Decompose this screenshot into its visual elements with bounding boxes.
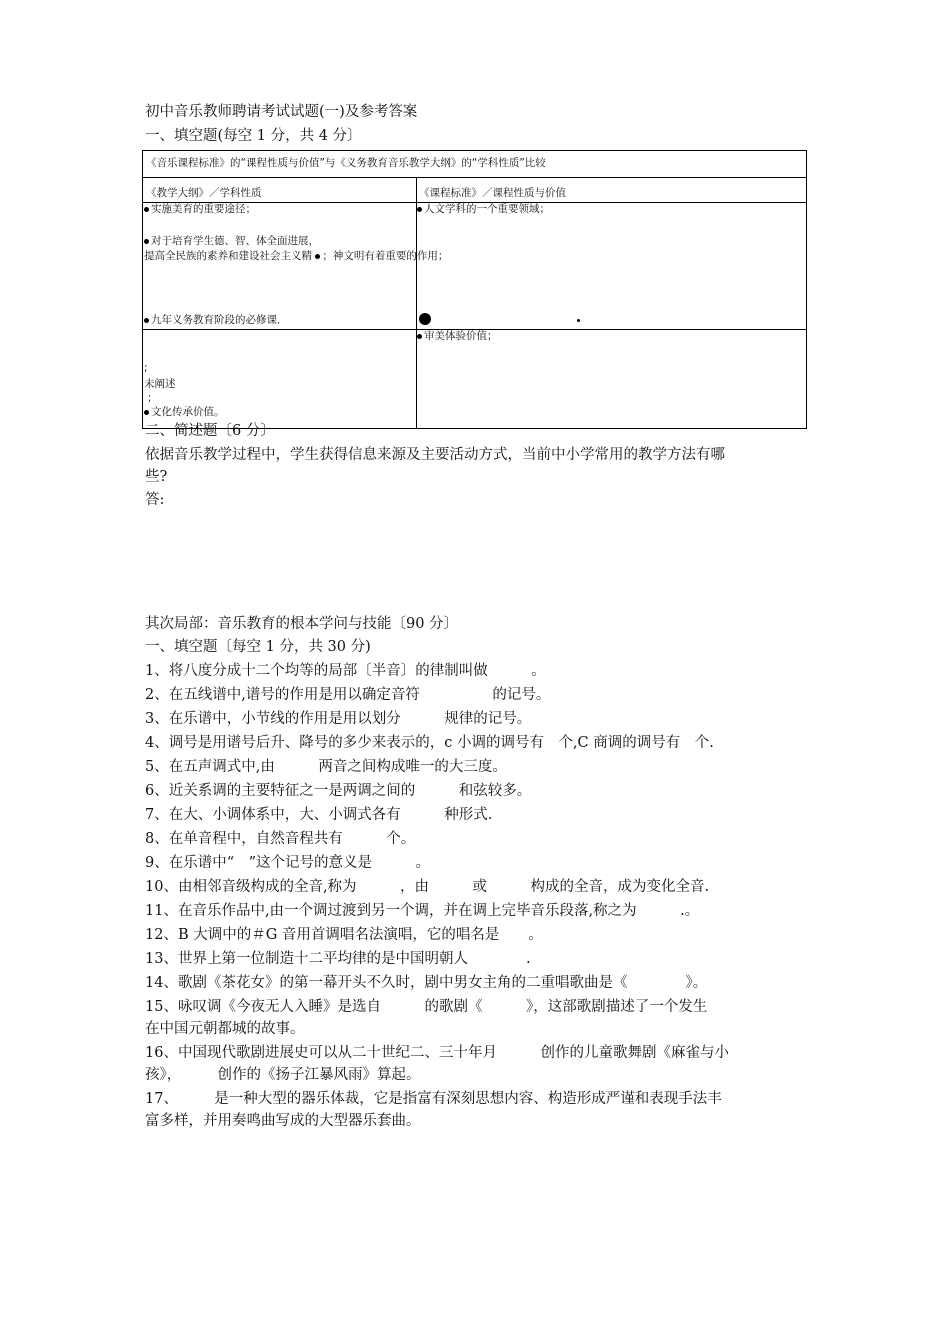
question-text: 些? — [145, 469, 168, 485]
dot-mark — [577, 319, 580, 322]
question-item: 15、咏叹调《今夜无人入睡》是选自 的歌剧《 》，这部歌剧描述了一个发生 — [145, 999, 708, 1015]
question-item: 5、在五声调式中,由 两音之间构成唯一的大三度。 — [145, 759, 507, 775]
question-item: 1、将八度分成十二个均等的局部〔半音〕的律制叫做 。 — [145, 663, 546, 679]
question-item: 16、中国现代歌剧进展史可以从二十世纪二、三十年月 创作的儿童歌舞剧《麻雀与小 — [145, 1045, 729, 1061]
question-item-continued: 富多样，并用奏鸣曲写成的大型器乐套曲。 — [145, 1113, 421, 1129]
bullet-icon — [144, 318, 149, 323]
table-header: 《音乐课程标准》的“课程性质与价值”与《义务教育音乐教学大纲》的“学科性质”比较 — [146, 157, 546, 169]
question-item: 9、在乐谱中“ ”这个记号的意义是 。 — [145, 855, 431, 871]
bullet-icon — [144, 207, 149, 212]
table-cell-item: 文化传承价值。 — [144, 405, 225, 420]
table-cell-item: 实施美育的重要途径； — [144, 202, 256, 217]
question-item: 4、调号是用谱号后升、降号的多少来表示的，c 小调的调号有 个,C 商调的调号有 个. — [145, 735, 714, 751]
bullet-icon — [144, 410, 149, 415]
table-cell-item: 审美体验价值； — [417, 329, 498, 344]
question-item: 13、世界上第一位制造十二平均律的是中国明朝人 . — [145, 951, 531, 967]
part-heading: 其次局部：音乐教育的根本学问与技能〔90 分〕 — [145, 616, 459, 632]
bullet-icon — [419, 313, 431, 325]
table-col-right-header: 《课程标准》／课程性质与价值 — [419, 187, 566, 199]
table-cell-item: 人文学科的一个重要领域； — [417, 202, 550, 217]
table-cell-text: 未阐述 — [144, 378, 176, 390]
question-item: 11、在音乐作品中,由一个调过渡到另一个调，并在调上完毕音乐段落,称之为 .。 — [145, 903, 700, 919]
answer-label: 答: — [145, 492, 165, 508]
table-cell-item: 提高全民族的素养和建设社会主义精 ；神文明有着重要的作用； — [144, 250, 449, 262]
section-heading-short-answer: 二、简述题〔6 分〕 — [145, 423, 275, 439]
bullet-icon — [417, 334, 422, 339]
table-cell-item: 对于培育学生德、智、体全面进展， — [144, 234, 319, 249]
bullet-icon — [417, 207, 422, 212]
table-cell-text: ； — [147, 392, 158, 404]
section-heading-fill-blank: 一、填空题〔每空 1 分，共 30 分) — [145, 639, 371, 655]
question-item-continued: 在中国元朝都城的故事。 — [145, 1021, 305, 1037]
question-item: 3、在乐谱中，小节线的作用是用以划分 规律的记号。 — [145, 711, 532, 727]
table-divider — [143, 177, 806, 178]
question-text: 依据音乐教学过程中，学生获得信息来源及主要活动方式，当前中小学常用的教学方法有哪 — [145, 447, 725, 463]
question-item: 8、在单音程中，自然音程共有 个。 — [145, 831, 416, 847]
question-item: 17、 是一种大型的器乐体裁，它是指富有深刻思想内容、构造形成严谨和表现手法丰 — [145, 1091, 722, 1107]
comparison-table — [142, 150, 807, 429]
bullet-icon — [315, 254, 320, 259]
table-cell-text: ; — [144, 362, 148, 374]
question-item: 6、近关系调的主要特征之一是两调之间的 和弦较多。 — [145, 783, 532, 799]
question-item: 2、在五线谱中,谱号的作用是用以确定音符 的记号。 — [145, 687, 551, 703]
table-col-left-header: 《教学大纲》／学科性质 — [146, 187, 262, 199]
table-cell-item: 九年义务教育阶段的必修课． — [144, 313, 288, 328]
section-heading-fill-blank: 一、填空题(每空 1 分，共 4 分〕 — [145, 128, 362, 144]
question-item-continued: 孩》， 创作的《扬子江暴风雨》算起。 — [145, 1067, 421, 1083]
question-item: 12、B 大调中的＃G 音用首调唱名法演唱，它的唱名是 。 — [145, 927, 543, 943]
question-item: 10、由相邻音级构成的全音,称为 ，由 或 构成的全音，成为变化全音. — [145, 879, 710, 895]
document-title: 初中音乐教师聘请考试试题(一)及参考答案 — [145, 104, 418, 120]
question-item: 7、在大、小调体系中，大、小调式各有 种形式. — [145, 807, 493, 823]
bullet-icon — [144, 239, 149, 244]
question-item: 14、歌剧《茶花女》的第一幕开头不久时，剧中男女主角的二重唱歌曲是《 》。 — [145, 975, 708, 991]
